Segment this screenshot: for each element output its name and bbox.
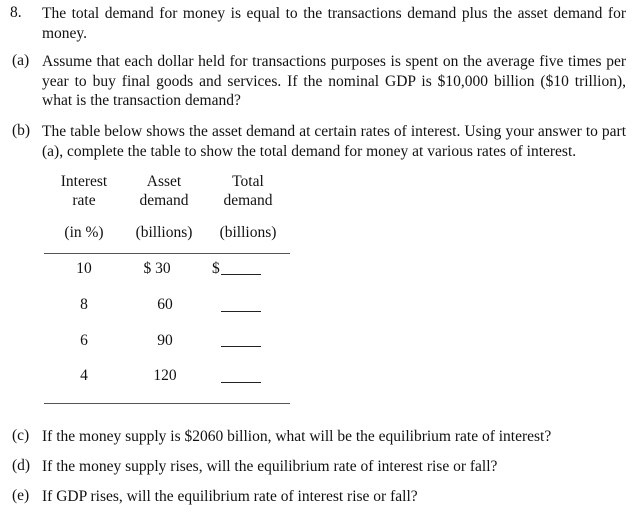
row1-rate: 10 [76, 260, 92, 277]
part-e-text: If GDP rises, will the equilibrium rate of interest rise or fall? [42, 488, 418, 505]
row4-rate: 4 [80, 367, 88, 384]
row1-total-blank[interactable] [221, 274, 261, 275]
row2-total-blank[interactable] [221, 311, 261, 312]
header-total-line1: Total [232, 173, 264, 190]
table-header-rule [44, 253, 290, 254]
row2-rate: 8 [80, 296, 88, 313]
row1-asset: $ 30 [143, 260, 171, 277]
part-a-text: Assume that each dollar held for transactions purposes is spent on the average five times per year to buy final goods and services. If the nominal GDP is $10,000 billion ($10 trillion), what is the transaction demand? [42, 53, 626, 110]
header-interest-line1: Interest [60, 173, 108, 190]
header-total-line2: demand [223, 192, 273, 209]
header-total-unit: (billions) [219, 224, 277, 241]
header-asset-unit: (billions) [135, 224, 193, 241]
part-a-label: (a) [12, 52, 30, 69]
table-bottom-rule [44, 403, 290, 404]
row3-rate: 6 [80, 332, 88, 349]
part-b-label: (b) [12, 122, 31, 139]
header-asset-line2: demand [139, 192, 189, 209]
header-interest-line2: rate [72, 192, 96, 209]
question-stem: The total demand for money is equal to the transactions demand plus the asset demand for money. [42, 5, 626, 42]
row4-asset: 120 [153, 367, 177, 384]
row1-total-prefix: $ [212, 260, 220, 277]
row4-total-blank[interactable] [221, 382, 261, 383]
part-c-label: (c) [12, 427, 30, 444]
header-interest-unit: (in %) [64, 224, 104, 241]
part-e-label: (e) [12, 487, 30, 504]
part-d-label: (d) [12, 457, 31, 474]
row3-asset: 90 [157, 332, 173, 349]
question-number: 8. [10, 4, 22, 21]
part-c-text: If the money supply is $2060 billion, what will be the equilibrium rate of interest? [42, 428, 552, 445]
header-asset-line1: Asset [146, 173, 182, 190]
part-b-text: The table below shows the asset demand at certain rates of interest. Using your answer to part (a), complete the table to show the total demand for money at various rates of interest. [42, 123, 626, 160]
row3-total-blank[interactable] [221, 346, 261, 347]
row2-asset: 60 [157, 296, 173, 313]
part-d-text: If the money supply rises, will the equilibrium rate of interest rise or fall? [42, 458, 498, 475]
